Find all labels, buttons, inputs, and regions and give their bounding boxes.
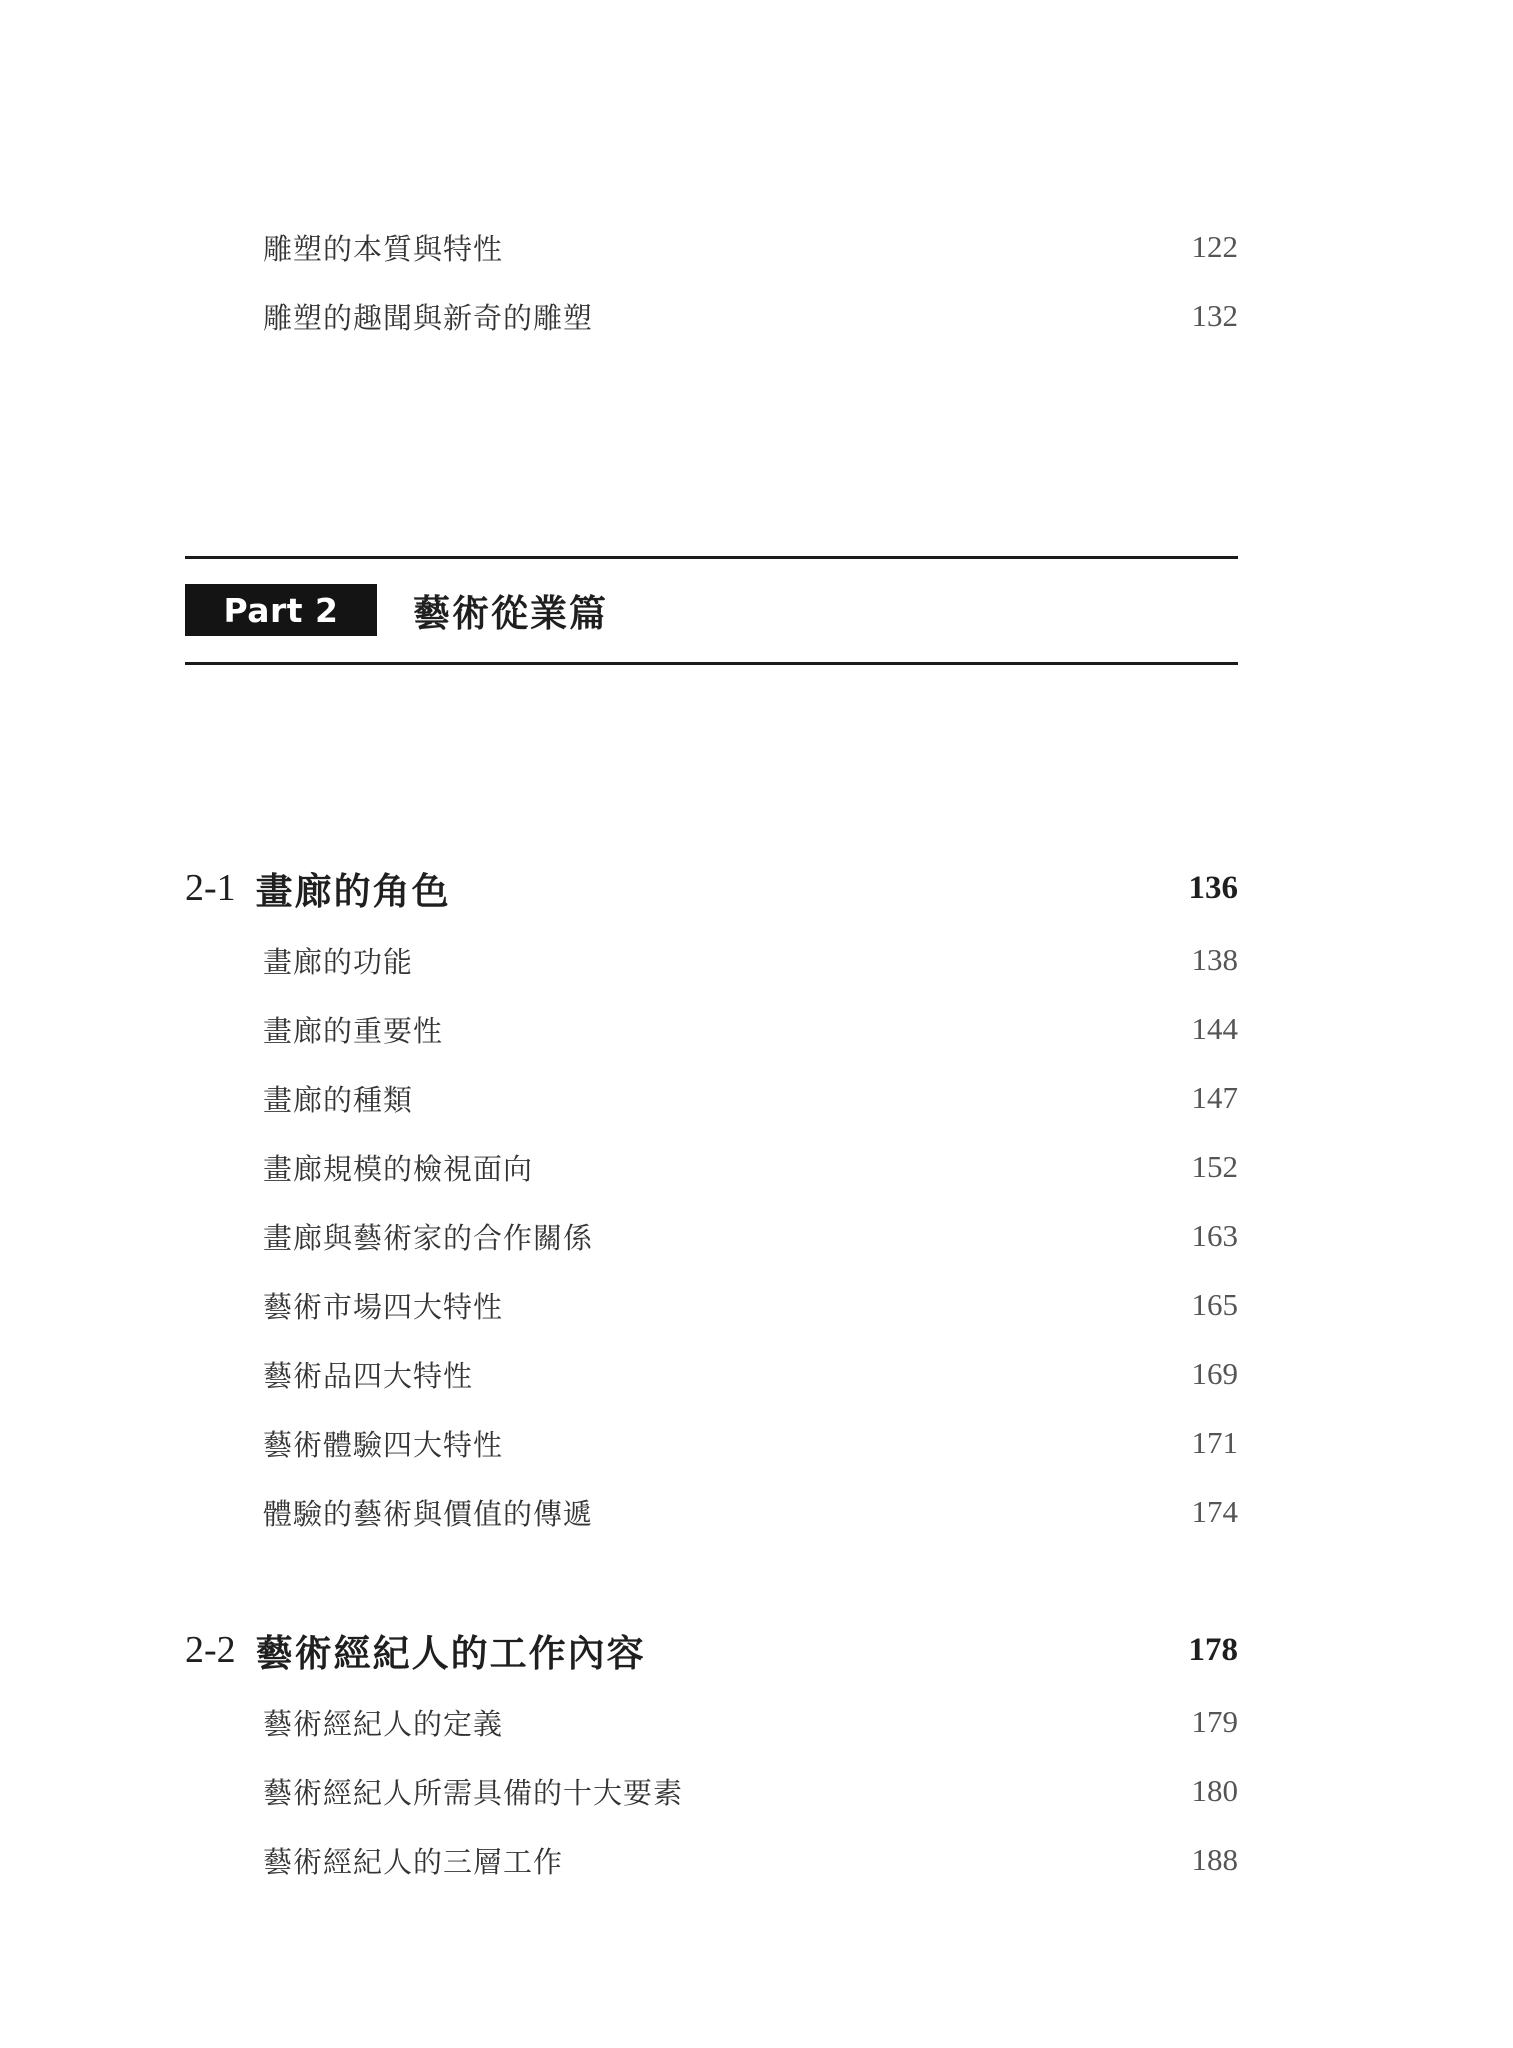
toc-entry-page: 152 (1191, 1149, 1238, 1184)
toc-entry (263, 1423, 1238, 1463)
toc-entry (263, 940, 1238, 980)
toc-entry (263, 1771, 1238, 1811)
toc-entry-title: 畫廊的重要性 (263, 1013, 444, 1048)
toc-entry-page: 169 (1191, 1356, 1238, 1391)
toc-entry-page: 165 (1191, 1287, 1238, 1322)
part-badge (185, 584, 377, 636)
toc-entry-title: 體驗的藝術與價值的傳遞 (263, 1496, 594, 1531)
toc-entry-title: 畫廊規模的檢視面向 (263, 1151, 534, 1186)
toc-entry (263, 1285, 1238, 1325)
toc-entry-title: 藝術經紀人所需具備的十大要素 (263, 1775, 684, 1810)
chapter-heading (185, 860, 1238, 916)
toc-entry (263, 1354, 1238, 1394)
toc-entry-title: 藝術品四大特性 (263, 1358, 474, 1393)
toc-entry-page: 132 (1191, 298, 1238, 333)
chapter-page: 178 (1188, 1631, 1238, 1668)
chapter-title: 畫廊的角色 (255, 869, 451, 913)
chapter-title: 藝術經紀人的工作內容 (255, 1631, 646, 1675)
toc-entry-title: 雕塑的趣聞與新奇的雕塑 (263, 300, 594, 335)
toc-entry-title: 畫廊的種類 (263, 1082, 414, 1117)
chapter-heading (185, 1622, 1238, 1678)
toc-entry-title: 藝術經紀人的定義 (263, 1706, 504, 1741)
toc-entry-title: 雕塑的本質與特性 (263, 231, 504, 266)
toc-entry-page: 147 (1191, 1080, 1238, 1115)
toc-entry-title: 畫廊的功能 (263, 944, 414, 979)
toc-entry-title: 藝術市場四大特性 (263, 1289, 504, 1324)
toc-entry-page: 179 (1191, 1704, 1238, 1739)
toc-entry-page: 122 (1191, 229, 1238, 264)
toc-entry (263, 1009, 1238, 1049)
toc-entry-page: 174 (1191, 1494, 1238, 1529)
toc-entry-page: 144 (1191, 1011, 1238, 1046)
toc-entry-page: 138 (1191, 942, 1238, 977)
chapter-page: 136 (1188, 869, 1238, 906)
toc-entry (263, 1840, 1238, 1880)
toc-entry-title: 藝術經紀人的三層工作 (263, 1844, 564, 1879)
chapter-number: 2-2 (185, 1629, 236, 1671)
toc-entry-page: 163 (1191, 1218, 1238, 1253)
toc-entry (263, 1078, 1238, 1118)
part-bottom-rule (185, 662, 1238, 665)
toc-entry (263, 227, 1238, 267)
toc-entry-title: 藝術體驗四大特性 (263, 1427, 504, 1462)
chapter-number: 2-1 (185, 867, 236, 909)
toc-entry-title: 畫廊與藝術家的合作關係 (263, 1220, 594, 1255)
toc-entry-page: 171 (1191, 1425, 1238, 1460)
toc-entry-page: 180 (1191, 1773, 1238, 1808)
part-badge-label: Part 2 (223, 590, 339, 630)
toc-entry (263, 1492, 1238, 1532)
toc-entry (263, 1702, 1238, 1742)
toc-entry-page: 188 (1191, 1842, 1238, 1877)
toc-entry (263, 1147, 1238, 1187)
toc-entry (263, 1216, 1238, 1256)
part-title: 藝術從業篇 (413, 591, 608, 635)
part-top-rule (185, 556, 1238, 559)
toc-entry (263, 296, 1238, 336)
